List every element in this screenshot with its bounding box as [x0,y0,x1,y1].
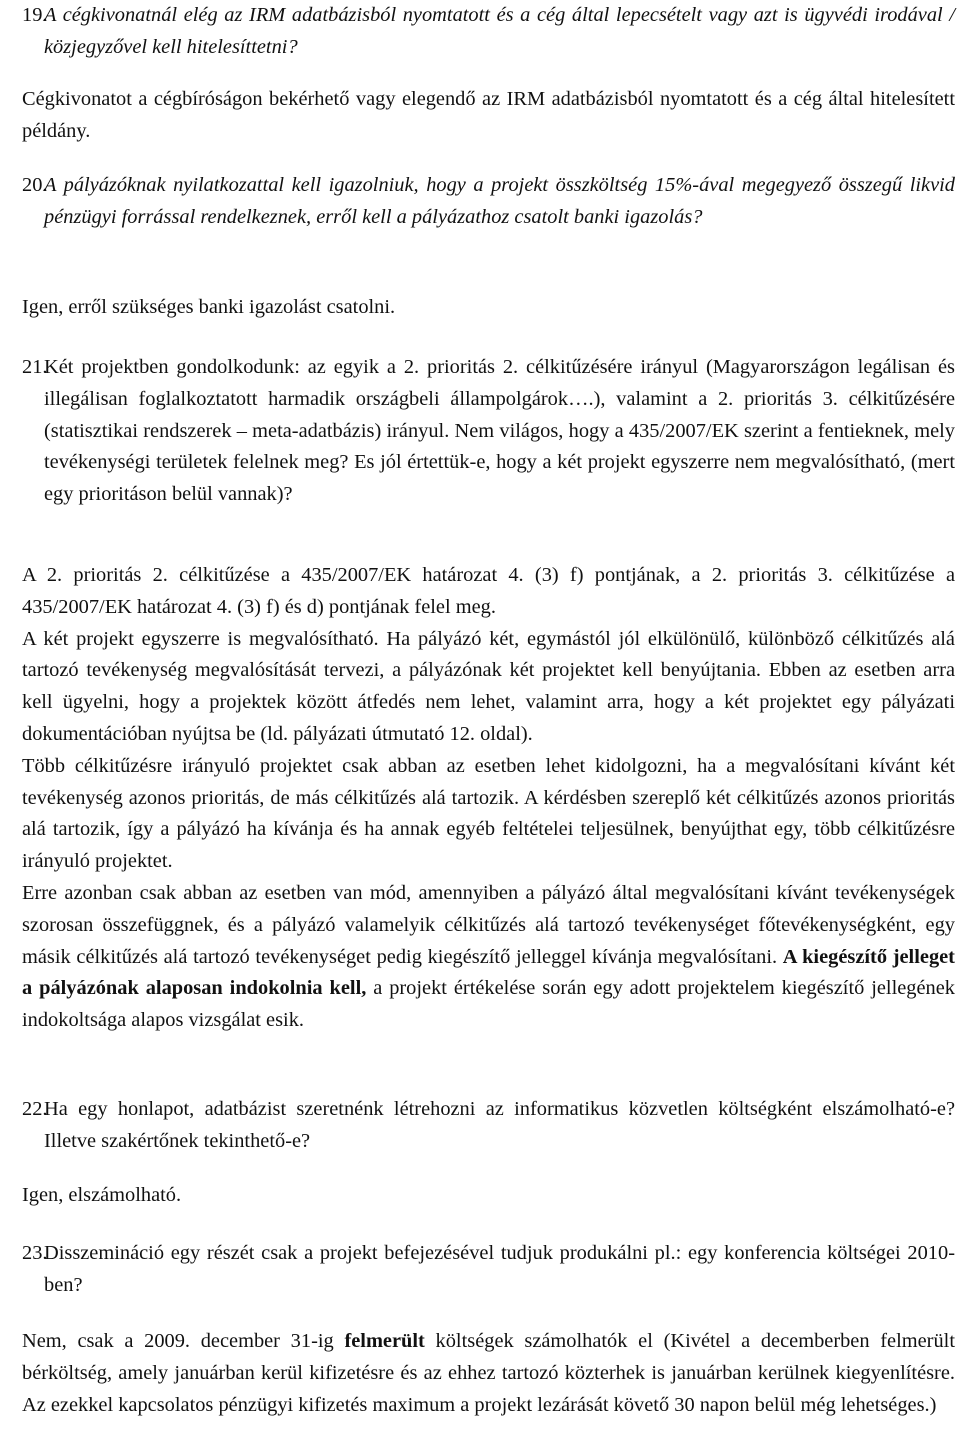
question-22 [22,1094,955,1158]
answer-text: Erre azonban csak abban az esetben van mód, amennyiben a pályázó által megvalósítani kívánt tevékenységek szorosan összefüggnek, és a pályázó valamelyik célkitűzés alá tartozó tevékenységet főtevékenységként, egy másik célkitűzés alá tartozó tevékenységet pedig kiegészítő jelleggel kívánja megvalósítani. [22,881,955,968]
question-19 [22,0,955,64]
answer-paragraph [22,878,955,1037]
answer-21 [22,560,955,1037]
question-23 [22,1238,955,1302]
answer-paragraph: A 2. prioritás 2. célkitűzése a 435/2007/EK határozat 4. (3) f) pontjának, a 2. prioritás 3. célkitűzése a 435/2007/EK határozat 4. (3) f) és d) pontjának felel meg. [22,564,955,618]
question-text: Két projektben gondolkodunk: az egyik a 2. prioritás 2. célkitűzésére irányul (Magyarországon legálisan és illegálisan foglalkoztatott harmadik országbeli állampolgárok….), valamint a 2. prioritás 3. célkitűzésére (statisztikai rendszerek – meta-adatbázis) irányul. Nem világos, hogy a 435/2007/EK szerint a fentieknek, mely tevékenységi területek felelnek meg? Es jól értettük-e, hogy a két projekt egyszerre nem megvalósítható, (mert egy prioritáson belül vannak)? [44,356,955,506]
question-number: 21. [22,356,48,378]
answer-paragraph: Igen, erről szükséges banki igazolást csatolni. [22,296,396,318]
question-number: 23. [22,1242,48,1264]
answer-paragraph [22,1326,955,1421]
question-number: 19. [22,4,48,26]
question-20 [22,170,955,234]
question-text: A cégkivonatnál elég az IRM adatbázisból nyomtatott és a cég által lepecsételt vagy azt is ügyvédi irodával / közjegyzővel kell hitelesíttetni? [44,4,955,58]
answer-paragraph: Több célkitűzésre irányuló projektet csak abban az esetben lehet kidolgozni, ha a megvalósítani kívánt két tevékenység azonos prioritás, de más célkitűzés alá tartozik. A kérdésben szereplő két célkitűzés azonos prioritás alá tartozik, így a pályázó ha kívánja és ha annak egyéb feltételei teljesülnek, benyújthat egy, több célkitűzésre irányuló projektet. [22,754,955,873]
answer-paragraph: A két projekt egyszerre is megvalósítható. Ha pályázó két, egymástól jól elkülönülő, különböző célkitűzés alá tartozó tevékenység megvalósítását tervezi, a pályázónak két projektet kell benyújtania. Ebben az esetben arra kell ügyelni, hogy a projektek között átfedés nem lehet, valamint arra, hogy a két projektet egy pályázati dokumentációban nyújtsa be (ld. pályázati útmutató 12. oldal). [22,627,955,745]
question-number: 20. [22,174,48,196]
answer-22 [22,1180,955,1212]
question-21 [22,352,955,511]
answer-19 [22,84,955,148]
question-text: Disszemináció egy részét csak a projekt befejezésével tudjuk produkálni pl.: egy konferencia költségei 2010-ben? [44,1242,955,1296]
answer-paragraph: Igen, elszámolható. [22,1184,182,1206]
answer-paragraph: Cégkivonatot a cégbíróságon bekérhető vagy elegendő az IRM adatbázisból nyomtatott és a cég által hitelesített példány. [22,88,955,142]
answer-20 [22,292,955,324]
answer-emphasis: A kiegészítő jelleget a pályázónak alaposan indokolnia kell, [22,945,955,1000]
answer-23 [22,1326,955,1421]
answer-emphasis: felmerült [344,1330,425,1352]
answer-text: Nem, csak a 2009. december 31-ig [22,1330,345,1352]
question-text: A pályázóknak nyilatkozattal kell igazolniuk, hogy a projekt összköltség 15%-ával megegyező összegű likvid pénzügyi forrással rendelkeznek, erről kell a pályázathoz csatolt banki igazolás? [44,174,955,228]
question-number: 22. [22,1098,48,1120]
answer-text: a projekt értékelése során egy adott projektelem kiegészítő jellegének indokoltsága alapos vizsgálat esik. [22,977,955,1032]
answer-text: költségek számolhatók el (Kivétel a decemberben felmerült bérköltség, amely januárban kerül kifizetésre és az ehhez tartozó közterhek is januárban kerülnek kiegyenlítésre. Az ezekkel kapcsolatos pénzügyi kifizetés maximum a projekt lezárását követő 30 napon belül még lehetséges.) [22,1330,955,1416]
question-text: Ha egy honlapot, adatbázist szeretnénk létrehozni az informatikus közvetlen költségként elszámolható-e? Illetve szakértőnek tekinthető-e? [44,1098,955,1152]
